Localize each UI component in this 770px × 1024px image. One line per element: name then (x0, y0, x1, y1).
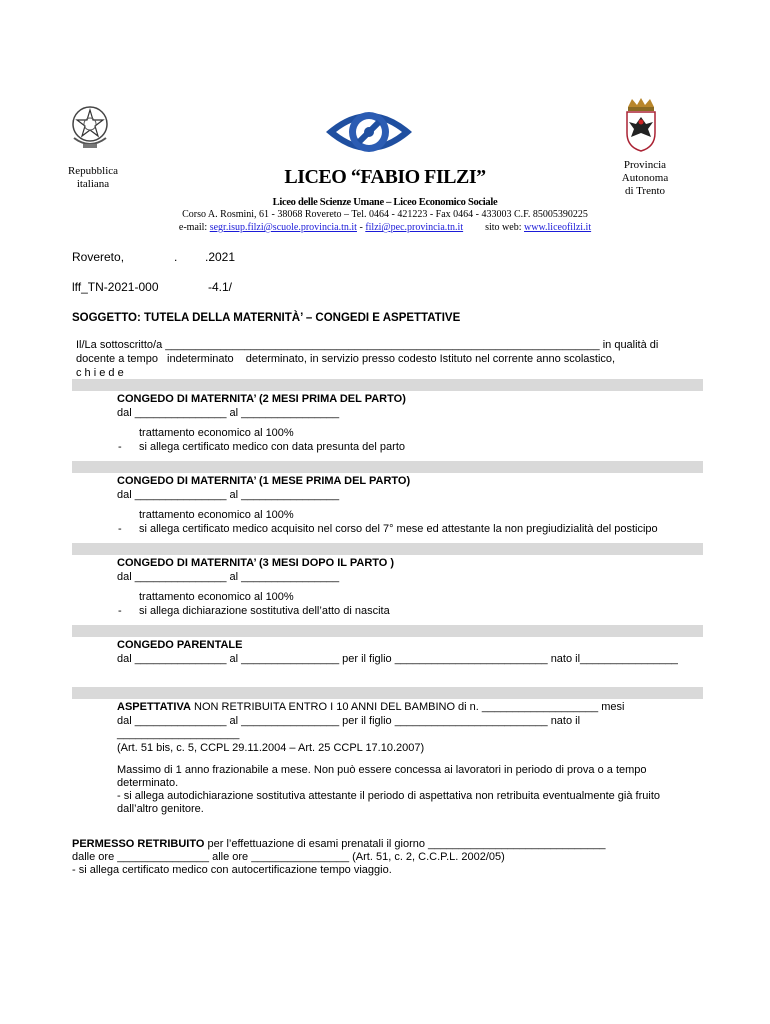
section-5-title-rest: NON RETRIBUITA ENTRO I 10 ANNI DEL BAMBINO di n. ___________________ mesi (190, 701, 625, 713)
section-4-dates: dal _______________ al ________________ per il figlio _________________________ nato il________________ (117, 653, 678, 665)
permesso-line-1 (72, 838, 605, 851)
dash: - (118, 605, 122, 617)
permesso-title: PERMESSO RETRIBUITO (72, 838, 205, 850)
school-subtitle: Liceo delle Scienze Umane – Liceo Economico Sociale (272, 197, 498, 208)
name-blank[interactable]: _______________________________________________________________________ (165, 339, 600, 351)
section-divider (72, 625, 703, 637)
caption-line: Provincia (623, 159, 667, 171)
caption-line: di Trento (624, 185, 666, 197)
caption-line: italiana (76, 178, 110, 190)
intro-line-1 (76, 339, 706, 352)
s3-item-attachment: si allega dichiarazione sostitutiva dell’atto di nascita (139, 605, 390, 617)
section-2-title: CONGEDO DI MATERNITA’ (1 MESE PRIMA DEL PARTO) (117, 475, 411, 487)
s1-item-attachment: si allega certificato medico con data presunta del parto (139, 441, 405, 453)
intro-text: in qualità di (602, 339, 659, 351)
email-link[interactable]: segr.isup.filzi@scuole.provincia.tn.it (209, 222, 357, 233)
s1-item-economic: trattamento economico al 100% (139, 427, 294, 439)
intro-text: determinato, in servizio presso codesto Istituto nel corrente anno scolastico, (245, 353, 616, 365)
protocol-code: -4.1/ (208, 280, 233, 294)
subject-line: SOGGETTO: TUTELA DELLA MATERNITÀ’ – CONGEDI E ASPETTATIVE (72, 312, 461, 324)
section-divider (72, 543, 703, 555)
s2-item-economic: trattamento economico al 100% (139, 509, 294, 521)
section-divider (72, 687, 703, 699)
trento-emblem (624, 97, 658, 153)
intro-text: indeterminato (167, 353, 234, 365)
pec-link[interactable]: filzi@pec.provincia.tn.it (365, 222, 464, 233)
section-5-notes (117, 764, 707, 816)
section-divider (72, 379, 703, 391)
date-dot: . (174, 250, 178, 264)
dash: - (118, 441, 122, 453)
section-5-title (117, 701, 624, 714)
section-divider (72, 461, 703, 473)
provincia-caption (612, 159, 678, 198)
s3-item-economic: trattamento economico al 100% (139, 591, 294, 603)
chiede-label: c h i e d e (76, 367, 124, 379)
section-3-title: CONGEDO DI MATERNITA’ (3 MESI DOPO IL PARTO ) (117, 557, 395, 569)
school-address: Corso A. Rosmini, 61 - 38068 Rovereto – Tel. 0464 - 421223 - Fax 0464 - 433003 C.F. 85005390225 (182, 209, 588, 220)
school-name: LICEO “FABIO FILZI” (284, 166, 486, 188)
caption-line: Autonoma (621, 172, 669, 184)
email-label: e-mail: (178, 222, 210, 233)
intro-text: Il/La sottoscritto/a (76, 339, 163, 351)
note-line: dall’altro genitore. (117, 803, 204, 815)
site-label: sito web: (485, 222, 524, 233)
permesso-line-3: - si allega certificato medico con autocertificazione tempo viaggio. (72, 864, 392, 876)
intro-text: docente a tempo (76, 353, 158, 365)
school-logo (324, 100, 414, 162)
website-link[interactable]: www.liceofilzi.it (524, 222, 592, 233)
place-label: Rovereto, (72, 250, 125, 264)
caption-line: Repubblica (67, 165, 119, 177)
section-1-title: CONGEDO DI MATERNITA’ (2 MESI PRIMA DEL PARTO) (117, 393, 406, 405)
section-4-title: CONGEDO PARENTALE (117, 639, 243, 651)
section-5-reference: (Art. 51 bis, c. 5, CCPL 29.11.2004 – Art. 25 CCPL 17.10.2007) (117, 742, 425, 754)
note-line: - si allega autodichiarazione sostitutiva attestante il periodo di aspettativa non retribuita eventualmente già fruito (117, 790, 660, 802)
section-2-dates: dal _______________ al ________________ (117, 489, 340, 501)
dash: - (118, 523, 122, 535)
section-3-dates: dal _______________ al ________________ (117, 571, 340, 583)
section-1-dates: dal _______________ al ________________ (117, 407, 340, 419)
permesso-text: per l’effettuazione di esami prenatali il giorno _____________________________ (204, 838, 606, 850)
date-year: .2021 (205, 250, 236, 264)
section-5-title-bold: ASPETTATIVA (117, 701, 191, 713)
section-5-date-blank[interactable]: ____________________ (117, 728, 240, 740)
protocol-number: lff_TN-2021-000 (72, 280, 159, 294)
note-line: Massimo di 1 anno frazionabile a mese. Non può essere concessa ai lavoratori in periodo di prova o a tempo (117, 764, 647, 776)
repubblica-caption (60, 165, 126, 191)
contacts-line (80, 222, 690, 233)
permesso-line-2: dalle ore _______________ alle ore ________________ (Art. 51, c. 2, C.C.P.L. 2002/05) (72, 851, 505, 863)
intro-line-2 (76, 353, 706, 366)
note-line: determinato. (117, 777, 179, 789)
separator: - (356, 222, 366, 233)
section-5-dates: dal _______________ al ________________ per il figlio _________________________ nato il (117, 715, 581, 727)
italian-emblem (68, 100, 112, 152)
s2-item-attachment: si allega certificato medico acquisito nel corso del 7° mese ed attestante la non pregiudizialità del posticipo (139, 523, 658, 535)
